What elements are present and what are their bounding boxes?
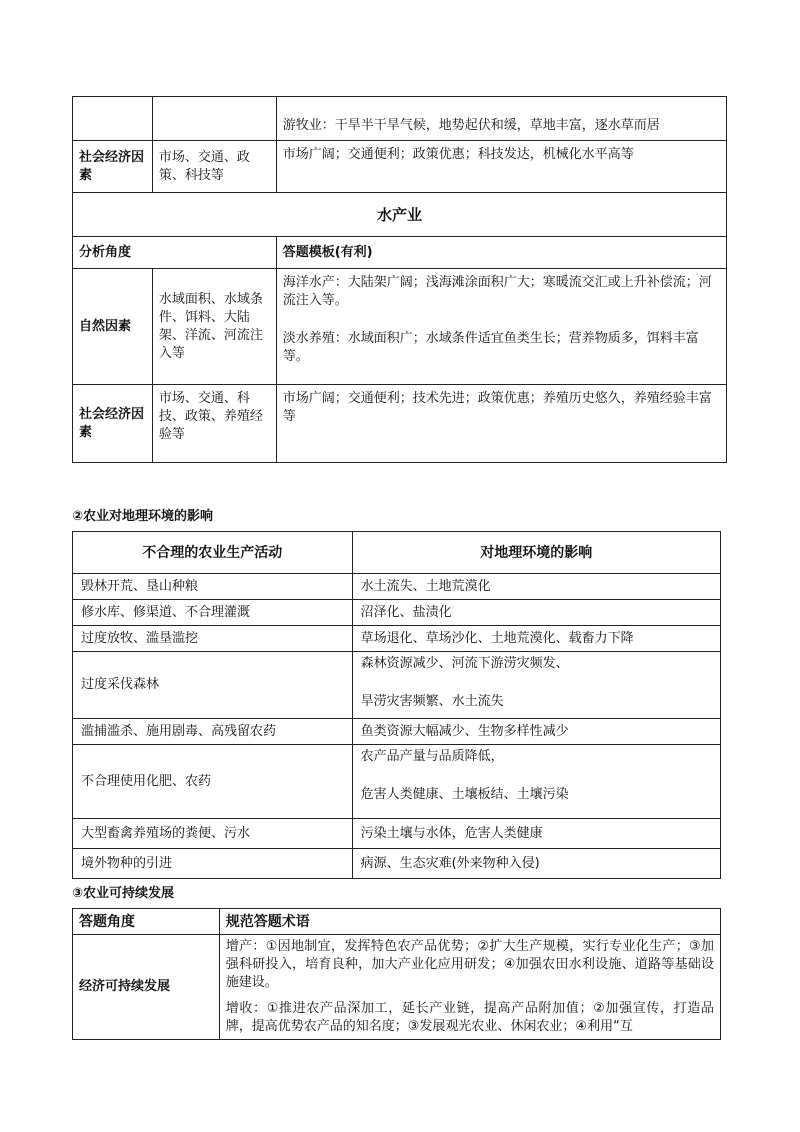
table-row	[73, 935, 721, 1040]
factor-list: 市场、交通、政策、科技等	[152, 141, 276, 193]
section-title: 水产业	[73, 193, 727, 237]
angle-label: 经济可持续发展	[73, 935, 220, 1040]
impact-cell: 水土流失、土地荒漠化	[352, 574, 720, 600]
sustainable-development-table	[72, 908, 721, 1040]
impact-cell: 病源、生态灾难(外来物种入侵)	[352, 849, 720, 879]
factor-label: 社会经济因素	[73, 385, 153, 463]
table-row	[73, 600, 721, 626]
impact-line: 农产品产量与品质降低，	[360, 749, 504, 764]
impact-line: 旱涝灾害频繁、水土流失	[360, 694, 504, 709]
table-row	[73, 269, 727, 385]
factor-label: 社会经济因素	[73, 141, 153, 193]
table-row	[73, 745, 721, 819]
header-row	[73, 237, 727, 269]
answer-template: 市场广阔；交通便利；政策优惠；科技发达，机械化水平高等	[276, 141, 726, 193]
table-row	[73, 652, 721, 719]
activity-cell: 毁林开荒、垦山种粮	[73, 574, 353, 600]
section-heading: ②农业对地理环境的影响	[72, 509, 214, 524]
agriculture-factors-table	[72, 96, 727, 463]
column-header: 规范答题术语	[219, 909, 720, 935]
activity-cell: 修水库、修渠道、不合理灌溉	[73, 600, 353, 626]
table-cell: 游牧业：干旱半干旱气候，地势起伏和缓，草地丰富，逐水草而居	[276, 97, 726, 141]
table-row	[73, 819, 721, 849]
table-row	[73, 574, 721, 600]
table-row	[73, 385, 727, 463]
column-header: 对地理环境的影响	[352, 532, 720, 574]
environment-impact-table	[72, 531, 721, 879]
column-header: 不合理的农业生产活动	[73, 532, 353, 574]
header-row	[73, 909, 721, 935]
paragraph: 增收：①推进农产品深加工，延长产业链，提高产品附加值；②加强宣传，打造品牌，提高优势农产品的知名度；③发展观光农业、休闲农业；④利用“互	[225, 1001, 714, 1034]
column-header: 分析角度	[73, 237, 277, 269]
impact-cell: 沼泽化、盐渍化	[352, 600, 720, 626]
impact-cell	[352, 652, 720, 719]
table-cell	[152, 97, 276, 141]
factor-list: 市场、交通、科技、政策、养殖经验等	[152, 385, 276, 463]
answer-terms	[219, 935, 720, 1040]
table-row	[73, 626, 721, 652]
factor-label: 自然因素	[73, 269, 153, 385]
answer-template	[276, 269, 726, 385]
table-row	[73, 849, 721, 879]
activity-cell: 过度放牧、滥垦滥挖	[73, 626, 353, 652]
header-row	[73, 532, 721, 574]
activity-cell: 过度采伐森林	[73, 652, 353, 719]
impact-line: 森林资源减少、河流下游涝灾频发、	[360, 656, 569, 671]
table-row	[73, 719, 721, 745]
paragraph: 增产：①因地制宜，发挥特色农产品优势；②扩大生产规模，实行专业化生产；③加强科研投入，培育良种，加大产业化应用研发；④加强农田水利设施、道路等基础设施建设。	[225, 939, 714, 990]
impact-cell: 鱼类资源大幅减少、生物多样性减少	[352, 719, 720, 745]
impact-line: 危害人类健康、土壤板结、土壤污染	[360, 787, 569, 802]
impact-cell: 草场退化、草场沙化、土地荒漠化、载畜力下降	[352, 626, 720, 652]
section-title-row	[73, 193, 727, 237]
answer-template: 市场广阔；交通便利；技术先进；政策优惠；养殖历史悠久，养殖经验丰富等	[276, 385, 726, 463]
activity-cell: 大型畜禽养殖场的粪便、污水	[73, 819, 353, 849]
table-row	[73, 97, 727, 141]
activity-cell: 境外物种的引进	[73, 849, 353, 879]
paragraph: 淡水养殖：水域面积广；水域条件适宜鱼类生长；营养物质多，饵料丰富等。	[282, 331, 699, 364]
impact-cell: 污染土壤与水体，危害人类健康	[352, 819, 720, 849]
activity-cell: 不合理使用化肥、农药	[73, 745, 353, 819]
paragraph: 海洋水产：大陆架广阔；浅海滩涂面积广大；寒暖流交汇或上升补偿流；河流注入等。	[282, 275, 712, 308]
impact-cell	[352, 745, 720, 819]
activity-cell: 滥捕滥杀、施用剧毒、高残留农药	[73, 719, 353, 745]
section-heading: ③农业可持续发展	[72, 886, 175, 901]
factor-list: 水域面积、水域条件、饵料、大陆架、洋流、河流注入等	[152, 269, 276, 385]
table-cell	[73, 97, 153, 141]
table-row	[73, 141, 727, 193]
column-header: 答题角度	[73, 909, 220, 935]
column-header: 答题模板(有利)	[276, 237, 726, 269]
